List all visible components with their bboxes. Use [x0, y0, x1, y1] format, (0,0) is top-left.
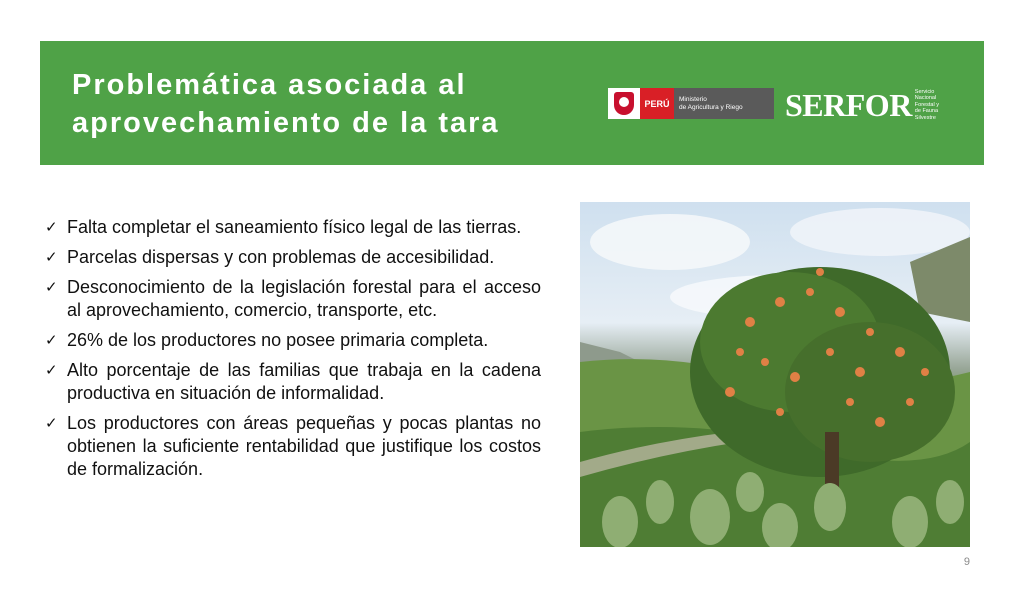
- serfor-logo: [785, 85, 939, 125]
- serfor-subtitle-line-2: Nacional: [914, 95, 937, 102]
- peru-label: PERÚ: [640, 88, 674, 119]
- serfor-subtitle: [915, 89, 939, 122]
- check-icon: ✓: [45, 248, 58, 266]
- ministry-line-2: de Agricultura y Riego: [679, 104, 743, 111]
- ministry-label: [674, 88, 774, 119]
- serfor-subtitle-line-3: Forestal y: [914, 101, 939, 108]
- list-item-text: Desconocimiento de la legislación forestal para el acceso al aprovechamiento, comercio, transporte, etc.: [67, 277, 541, 320]
- list-item: [45, 276, 541, 322]
- slide-header: [40, 41, 984, 165]
- list-item-text: Parcelas dispersas y con problemas de accesibilidad.: [67, 247, 495, 267]
- list-item: [45, 246, 541, 269]
- serfor-subtitle-line-1: Servicio: [914, 88, 935, 95]
- check-icon: ✓: [45, 361, 58, 379]
- peru-government-logo: [608, 88, 774, 119]
- check-icon: ✓: [45, 414, 58, 432]
- slide-title: [72, 66, 500, 142]
- serfor-subtitle-line-4: de Fauna: [914, 108, 939, 115]
- list-item-text: Alto porcentaje de las familias que trabaja en la cadena productiva en situación de informalidad.: [67, 360, 541, 403]
- problem-list: [45, 216, 541, 488]
- check-icon: ✓: [45, 218, 58, 236]
- coat-of-arms-icon: [608, 88, 640, 119]
- tara-tree-illustration: [580, 202, 970, 547]
- check-icon: ✓: [45, 278, 58, 296]
- list-item: [45, 359, 541, 405]
- list-item-text: Falta completar el saneamiento físico legal de las tierras.: [67, 217, 522, 237]
- list-item: [45, 412, 541, 481]
- slide-title-line-1: Problemática asociada al: [72, 69, 467, 101]
- serfor-wordmark: SERFOR: [785, 86, 912, 123]
- list-item: [45, 216, 541, 239]
- list-item: [45, 329, 541, 352]
- tara-tree-photo: [580, 202, 970, 547]
- check-icon: ✓: [45, 331, 58, 349]
- serfor-subtitle-line-5: Silvestre: [914, 114, 936, 121]
- ministry-line-1: Ministerio: [679, 96, 707, 103]
- list-item-text: Los productores con áreas pequeñas y pocas plantas no obtienen la suficiente rentabilidad que justifique los costos de formalización.: [67, 413, 541, 479]
- page-number: 9: [963, 556, 970, 568]
- slide-title-line-2: aprovechamiento de la tara: [72, 107, 500, 139]
- list-item-text: 26% de los productores no posee primaria completa.: [67, 330, 489, 350]
